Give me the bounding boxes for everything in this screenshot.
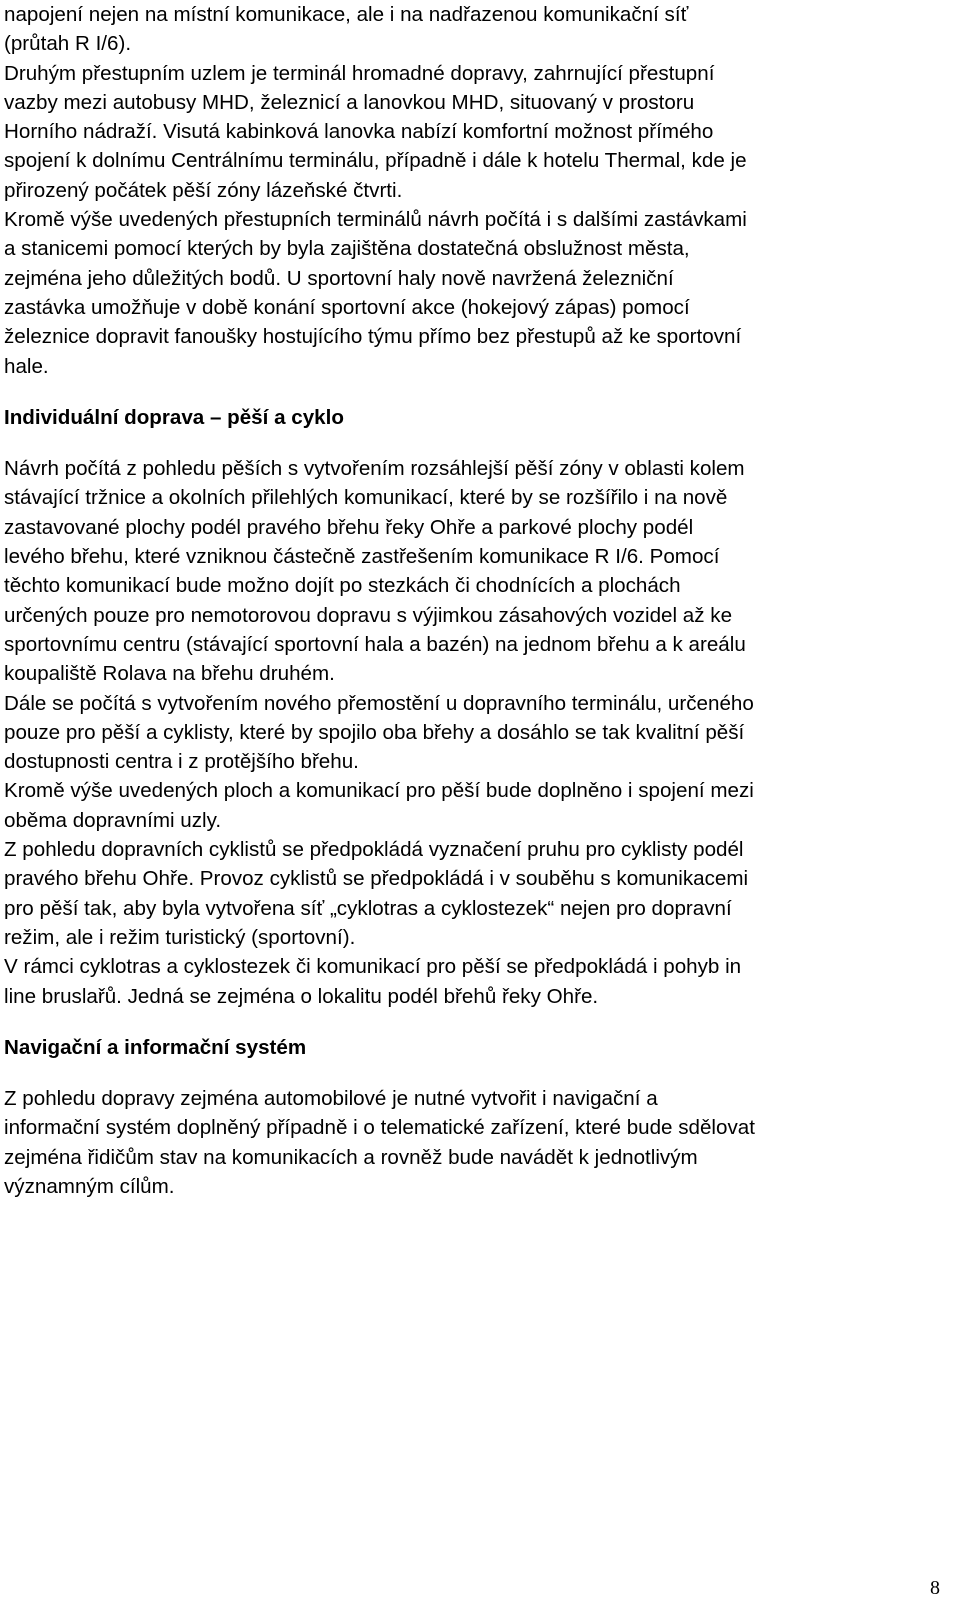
paragraph-new-bridge: Dále se počítá s vytvořením nového přemostění u dopravního terminálu, určeného pouze pro pěší a cyklisty, které by spojilo oba břehy a dosáhlo se tak kvalitní pěší dostupnosti centra i z protějšího břehu. — [4, 691, 754, 774]
paragraph-navigation: Z pohledu dopravy zejména automobilové je nutné vytvořit i navigační a informační systém doplněný případně i o telematické zařízení, které bude sdělovat zejména řidičům stav na komunikacích a rovněž bude navádět k jednotlivým významným cílům. — [4, 1087, 755, 1198]
paragraph-pedestrian-zone: Návrh počítá z pohledu pěších s vytvořením rozsáhlejší pěší zóny v oblasti kolem stávající tržnice a okolních přilehlých komunikací, které by se rozšířilo i na nově zastavované plochy podél pravého břehu řeky Ohře a parkové plochy podél levého břehu, které vzniknou částečně zastřešením komunikace R I/6. Pomocí těchto komunikací bude možno dojít po stezkách či chodnících a plochách určených pouze pro nemotorovou dopravu s výjimkou zásahových vozidel až ke sportovnímu centru (stávající sportovní hala a bazén) na jednom břehu a k areálu koupaliště Rolava na břehu druhém. — [4, 457, 746, 686]
heading-navigation-system: Navigační a informační systém — [4, 1035, 307, 1059]
paragraph-cyclists: Z pohledu dopravních cyklistů se předpokládá vyznačení pruhu pro cyklisty podél pravého břehu Ohře. Provoz cyklistů se předpokládá i v souběhu s komunikacemi pro pěší tak, aby byla vytvořena síť „cyklotras a cyklostezek“ nejen pro dopravní režim, ale i režim turistický (sportovní). — [4, 838, 749, 949]
paragraph-other-stops: Kromě výše uvedených přestupních terminálů návrh počítá i s dalšími zastávkami a stanicemi pomocí kterých by byla zajištěna dostatečná obslužnost města, zejména jeho důležitých bodů. U sportovní haly nově navržená železniční zastávka umožňuje v době konání sportovní akce (hokejový zápas) pomocí železnice dopravit fanoušky hostujícího týmu přímo bez přestupů až ke sportovní hale. — [4, 208, 747, 378]
page-number: 8 — [930, 1577, 940, 1599]
paragraph-hub-connection: Kromě výše uvedených ploch a komunikací pro pěší bude doplněno i spojení mezi oběma dopravními uzly. — [4, 779, 754, 832]
paragraph-road-connection: napojení nejen na místní komunikace, ale i na nadřazenou komunikační síť (průtah R I/6). — [4, 3, 689, 56]
document-page — [4, 0, 934, 1201]
heading-pedestrian-cycling: Individuální doprava – pěší a cyklo — [4, 405, 344, 429]
paragraph-second-terminal: Druhým přestupním uzlem je terminál hromadné dopravy, zahrnující přestupní vazby mezi autobusy MHD, železnicí a lanovkou MHD, situovaný v prostoru Horního nádraží. Visutá kabinková lanovka nabízí komfortní možnost přímého spojení k dolnímu Centrálnímu terminálu, případně i dále k hotelu Thermal, kde je přirozený počátek pěší zóny lázeňské čtvrti. — [4, 61, 747, 202]
paragraph-inline-skaters: V rámci cyklotras a cyklostezek či komunikací pro pěší se předpokládá i pohyb in line bruslařů. Jedná se zejména o lokalitu podél břehů řeky Ohře. — [4, 955, 742, 1008]
